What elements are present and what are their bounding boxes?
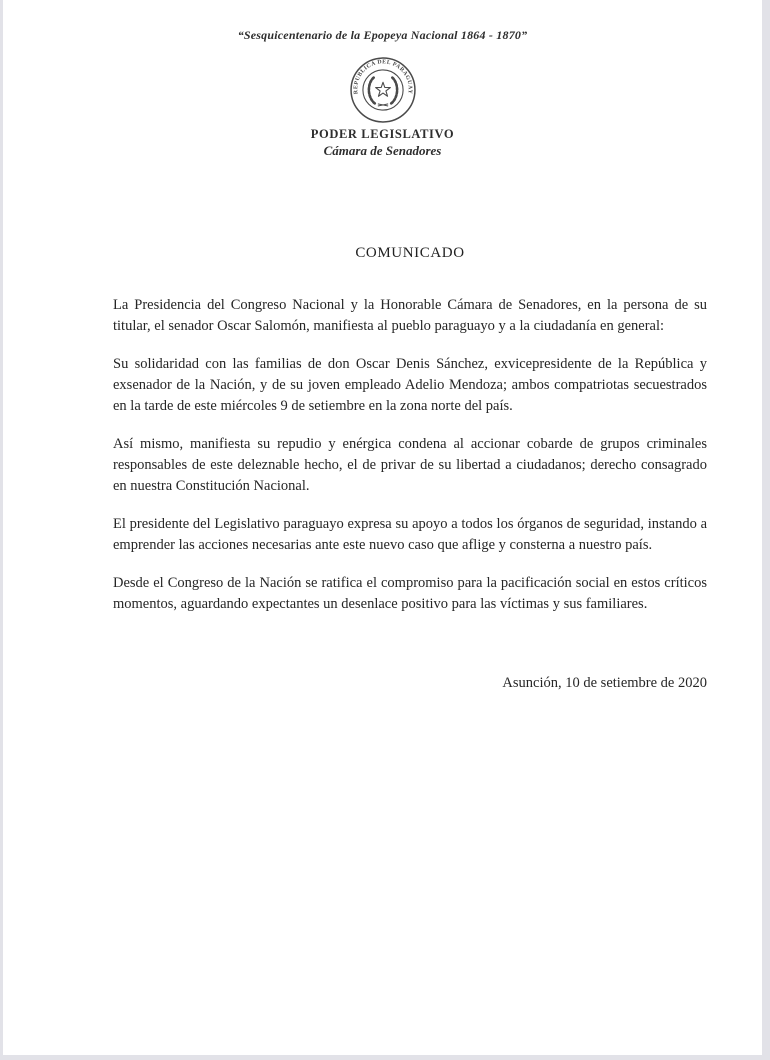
seal-wreath-right-branch	[391, 77, 397, 103]
letter-body	[113, 245, 707, 692]
paragraph-intro: La Presidencia del Congreso Nacional y la Honorable Cámara de Senadores, en la persona de su titular, el senador Oscar Salomón, manifiesta al pueblo paraguayo y a la ciudadanía en general:	[113, 297, 707, 334]
seal-star-icon	[375, 82, 390, 96]
seal-wreath-left-branch	[368, 77, 374, 103]
document-page	[3, 0, 762, 1055]
seal-wreath-ribbon	[377, 104, 387, 106]
paragraph-commitment: Desde el Congreso de la Nación se ratifica el compromiso para la pacificación social en estos críticos momentos, aguardando expectantes un desenlace positivo para las víctimas y sus familiares.	[113, 575, 707, 612]
dateline: Asunción, 10 de setiembre de 2020	[502, 675, 707, 691]
document-title: COMUNICADO	[355, 245, 465, 261]
institution-name: PODER LEGISLATIVO	[310, 127, 455, 141]
chamber-name: Cámara de Senadores	[323, 143, 442, 158]
seal-circular-text: REPUBLICA DEL PARAGUAY	[352, 59, 413, 95]
paraguay-coat-of-arms-icon	[349, 56, 417, 124]
paragraph-condemnation: Así mismo, manifiesta su repudio y enérgica condena al accionar cobarde de grupos criminales responsables de este deleznable hecho, el de privar de su libertad a ciudadanos; derecho consagrado en nuestra Constitución Nacional.	[113, 436, 707, 494]
paragraph-solidarity: Su solidaridad con las familias de don Oscar Denis Sánchez, exvicepresidente de la República y exsenador de la Nación, y de su joven empleado Adelio Mendoza; ambos compatriotas secuestrados en la tarde de este miércoles 9 de setiembre en la zona norte del país.	[113, 356, 707, 414]
header-quote: “Sesquicentenario de la Epopeya Nacional 1864 - 1870”	[237, 28, 528, 42]
paragraph-support: El presidente del Legislativo paraguayo expresa su apoyo a todos los órganos de seguridad, instando a emprender las acciones necesarias ante este nuevo caso que aflige y consterna a nuestro país.	[113, 516, 707, 553]
